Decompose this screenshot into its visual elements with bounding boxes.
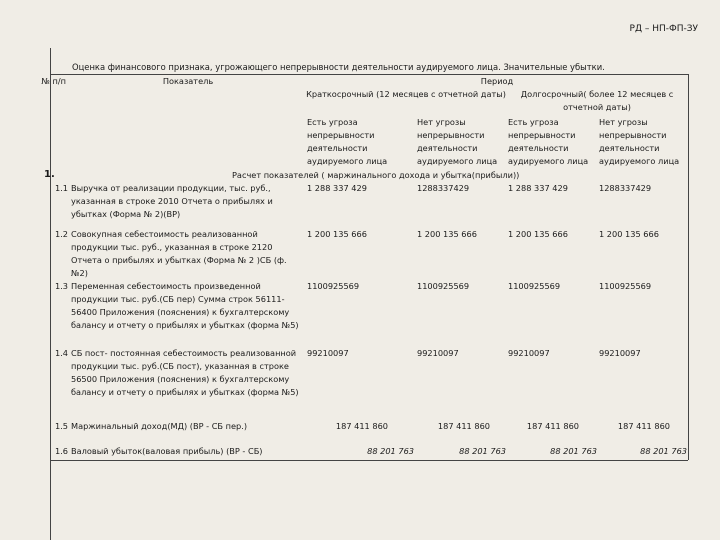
row-value: 1 288 337 429 (508, 183, 568, 193)
header-threat-no-2: Нет угрозы непрерывности деятельности аудируемого лица (599, 117, 680, 166)
row-value: 88 201 763 (367, 446, 414, 456)
row-value: 99210097 (307, 348, 349, 358)
header-long-term: Долгосрочный( более 12 месяцев с отчетной даты) (520, 89, 674, 112)
row-num: 1.4 (54, 348, 68, 358)
row-value: 88 201 763 (640, 446, 687, 456)
row-value: 187 411 860 (335, 421, 388, 431)
row-value: 1288337429 (417, 183, 470, 193)
row-value: 99210097 (508, 348, 550, 358)
row-num: 1.1 (54, 183, 68, 193)
header-num: № п/п (41, 76, 66, 86)
table-right-rule (688, 74, 689, 460)
row-num: 1.5 (54, 421, 68, 431)
header-threat-no-1: Нет угрозы непрерывности деятельности аудируемого лица (417, 117, 498, 166)
header-indicator: Показатель (162, 76, 214, 86)
section-num: 1. (44, 169, 55, 180)
row-value: 1 200 135 666 (508, 229, 568, 239)
row-value: 187 411 860 (617, 421, 670, 431)
header-period: Период (480, 76, 514, 86)
row-value: 187 411 860 (526, 421, 579, 431)
row-value: 1 200 135 666 (307, 229, 367, 239)
row-value: 88 201 763 (550, 446, 597, 456)
header-threat-yes-2: Есть угроза непрерывности деятельности аудируемого лица (508, 117, 589, 166)
row-label: Выручка от реализации продукции, тыс. руб., указанная в строке 2010 Отчета о прибылях и убытках (Форма № 2)(ВР) (71, 183, 273, 219)
row-value: 1 288 337 429 (307, 183, 367, 193)
row-label: Совокупная себестоимость реализованной продукции тыс. руб., указанная в строке 2120 Отчета о прибылях и убытках (Форма № 2 )СБ (ф. №2) (71, 229, 287, 278)
row-num: 1.3 (54, 281, 68, 291)
table-bottom-rule (50, 460, 688, 461)
left-margin-line (50, 48, 51, 540)
row-num: 1.2 (54, 229, 68, 239)
row-value: 1 200 135 666 (417, 229, 477, 239)
row-value: 88 201 763 (459, 446, 506, 456)
row-value: 1 200 135 666 (599, 229, 659, 239)
header-threat-yes-1: Есть угроза непрерывности деятельности аудируемого лица (307, 117, 388, 166)
row-label: Валовый убыток(валовая прибыль) (ВР - СБ) (71, 446, 263, 456)
row-value: 1100925569 (417, 281, 470, 291)
row-value: 99210097 (417, 348, 459, 358)
row-label: СБ пост- постоянная себестоимость реализованной продукции тыс. руб.(СБ пост), указанная в строке 56500 Приложения (пояснения) к бухгалтерскому балансу и отчету о прибылях и убытках (форма №5) (71, 348, 299, 397)
document-title: Оценка финансового признака, угрожающего непрерывности деятельности аудируемого лица. Значительные убытки. (72, 62, 605, 72)
row-value: 1288337429 (599, 183, 652, 193)
row-value: 1100925569 (508, 281, 561, 291)
row-value: 99210097 (599, 348, 641, 358)
header-short-term: Краткосрочный (12 месяцев с отчетной даты) (306, 89, 506, 99)
row-value: 1100925569 (307, 281, 360, 291)
row-num: 1.6 (54, 446, 68, 456)
row-label: Маржинальный доход(МД) (ВР - СБ пер.) (71, 421, 248, 431)
row-label: Переменная себестоимость произведенной продукции тыс. руб.(СБ пер) Сумма строк 56111-56400 Приложения (пояснения) к бухгалтерскому балансу и отчету о прибылях и убытках (форма №5) (71, 281, 299, 330)
row-value: 1100925569 (599, 281, 652, 291)
document-code: РД – НП-ФП-ЗУ (629, 24, 698, 34)
row-value: 187 411 860 (437, 421, 490, 431)
section-title: Расчет показателей ( маржинального дохода и убытка(прибыли)) (232, 170, 520, 180)
